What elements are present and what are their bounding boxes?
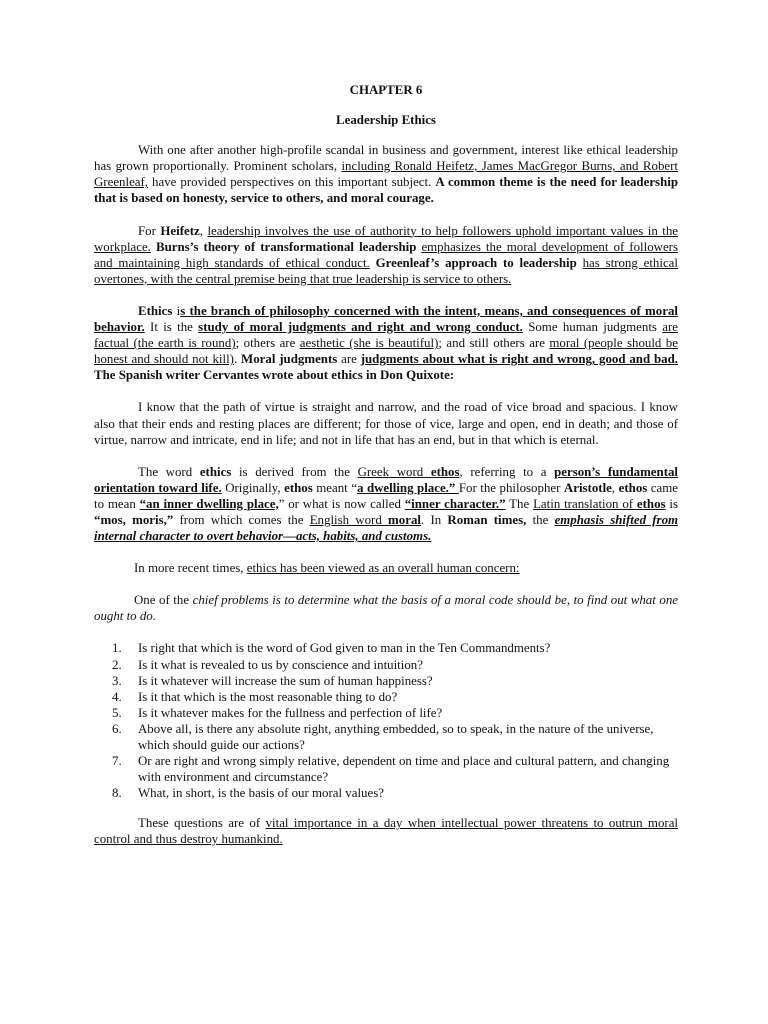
list-item: 1. Is right that which is the word of God given to man in the Ten Commandments?: [112, 641, 551, 656]
paragraph-chief-problems: One of the chief problems is to determine what the basis of a moral code should be, to find out what one ought to do.: [94, 593, 678, 624]
questions-list: [94, 640, 678, 801]
paragraph-recent-times: In more recent times, ethics has been viewed as an overall human concern:: [134, 561, 520, 576]
list-item: 4. Is it that which is the most reasonable thing to do?: [112, 689, 398, 704]
paragraph-leaders: For Heifetz, leadership involves the use of authority to help followers uphold important values in the workplace. Burns’s theory of transformational leadership emphasizes the moral development of followers and maintaining high standards of ethical conduct. Greenleaf’s approach to leadership has strong ethical overtones, with the central premise being that true leadership is service to others.: [94, 223, 678, 286]
paragraph-intro: With one after another high-profile scandal in business and government, interest like ethical leadership has grown proportionally. Prominent scholars, including Ronald Heifetz, James MacGregor Burns, and Robert Greenleaf, have provided perspectives on this important subject. A common theme is the need for leadership that is based on honesty, service to others, and moral courage.: [94, 143, 678, 206]
list-item: 2. Is it what is revealed to us by conscience and intuition?: [112, 657, 423, 672]
chapter-title: Leadership Ethics: [336, 113, 436, 128]
paragraph-conclusion: These questions are of vital importance in a day when intellectual power threatens to outrun moral control and thus destroy humankind.: [94, 816, 679, 847]
list-item: 5. Is it whatever makes for the fullness and perfection of life?: [112, 705, 443, 720]
list-item: 6. Above all, is there any absolute right, anything embedded, so to speak, in the nature of the universe, which should guide our actions?: [112, 721, 654, 752]
paragraph-ethics-definition: Ethics is the branch of philosophy concerned with the intent, means, and consequences of moral behavior. It is the study of moral judgments and right and wrong conduct. Some human judgments are factual (the earth is round); others are aesthetic (she is beautiful); and still others are moral (people should be honest and should not kill). Moral judgments are judgments about what is right and wrong, good and bad. The Spanish writer Cervantes wrote about ethics in Don Quixote:: [94, 303, 678, 383]
list-item: 7. Or are right and wrong simply relative, dependent on time and place and cultural pattern, and changing with environment and circumstance?: [112, 754, 670, 785]
list-item: 3. Is it whatever will increase the sum of human happiness?: [112, 673, 433, 688]
chapter-heading: CHAPTER 6: [349, 83, 423, 97]
document-page: [94, 82, 678, 864]
cervantes-quote: I know that the path of virtue is straight and narrow, and the road of vice broad and spacious. I know also that their ends and resting places are different; for those of vice, large and open, end in death; and those of virtue, narrow and intricate, end in life; and not in life that has an end, but in that which is eternal.: [94, 400, 678, 447]
paragraph-etymology: The word ethics is derived from the Greek word ethos, referring to a person’s fundamental orientation toward life. Originally, ethos meant “a dwelling place.” For the philosopher Aristotle, ethos came to mean “an inner dwelling place,” or what is now called “inner character.” The Latin translation of ethos is “mos, moris,” from which comes the English word moral. In Roman times, the emphasis shifted from internal character to overt behavior—acts, habits, and customs.: [94, 464, 679, 544]
list-item: 8. What, in short, is the basis of our moral values?: [112, 786, 384, 801]
